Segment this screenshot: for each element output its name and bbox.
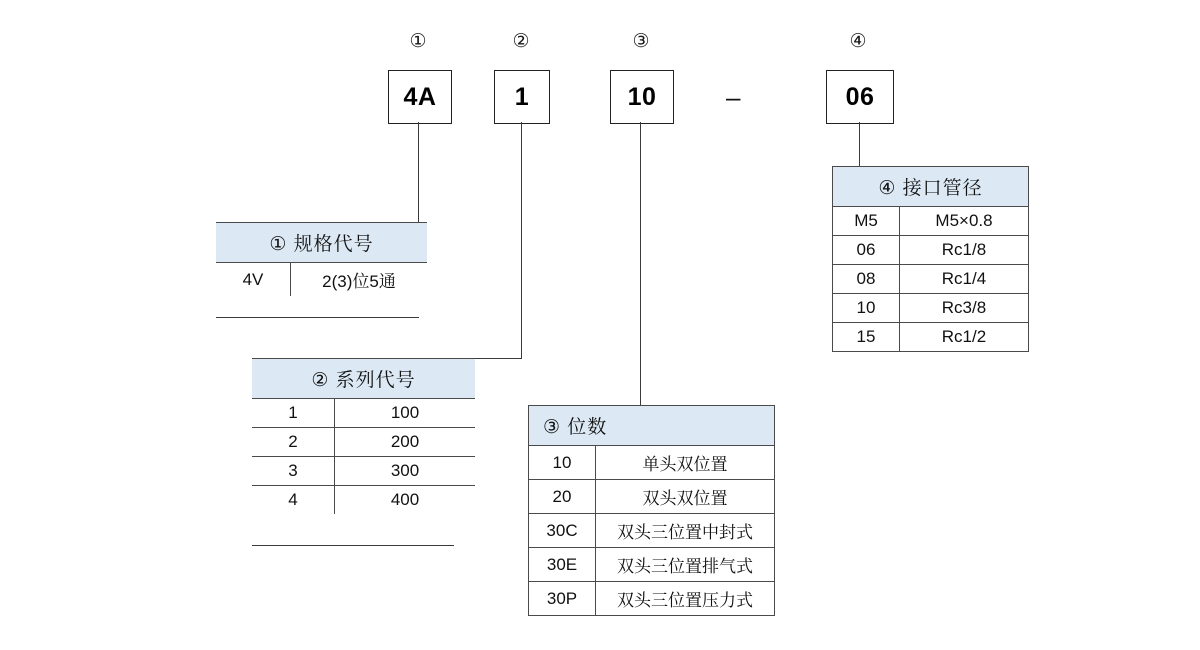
- cell-desc: 双头三位置压力式: [596, 582, 775, 616]
- cell-desc: Rc1/2: [900, 323, 1029, 352]
- table-row: [529, 582, 775, 616]
- cell-code: 20: [529, 480, 596, 514]
- cell-desc: Rc1/4: [900, 265, 1029, 294]
- table-row: [216, 263, 427, 297]
- cell-code: 30E: [529, 548, 596, 582]
- cell-desc: M5×0.8: [900, 207, 1029, 236]
- cell-desc: 100: [335, 399, 476, 428]
- marker-4: ④: [849, 31, 867, 52]
- table-series-header: ② 系列代号: [252, 359, 475, 399]
- marker-1: ①: [409, 31, 427, 52]
- cell-code: 30C: [529, 514, 596, 548]
- cell-code: 10: [833, 294, 900, 323]
- table-port: [832, 166, 1029, 352]
- cell-desc: 双头三位置中封式: [596, 514, 775, 548]
- table-row: [833, 294, 1029, 323]
- connector-spec-vertical: [418, 122, 419, 222]
- code-box-port: 06: [826, 70, 894, 124]
- cell-desc: 400: [335, 486, 476, 515]
- table-positions-header: ③ 位数: [529, 406, 775, 446]
- table-port-header: ④ 接口管径: [833, 167, 1029, 207]
- code-box-positions: 10: [610, 70, 674, 124]
- cell-code: 10: [529, 446, 596, 480]
- table-port-header-row: [833, 167, 1029, 207]
- table-row: [252, 399, 475, 428]
- table-row: [529, 514, 775, 548]
- cell-desc: 200: [335, 428, 476, 457]
- table-positions-header-row: [529, 406, 775, 446]
- connector-positions-vertical: [640, 122, 641, 405]
- table-row: [252, 428, 475, 457]
- cell-desc: Rc3/8: [900, 294, 1029, 323]
- cell-desc: 300: [335, 457, 476, 486]
- cell-desc: Rc1/8: [900, 236, 1029, 265]
- cell-code: 08: [833, 265, 900, 294]
- cell-code: 3: [252, 457, 335, 486]
- cell-desc: 双头三位置排气式: [596, 548, 775, 582]
- table-row: [529, 446, 775, 480]
- table-positions: [528, 405, 775, 616]
- cell-desc: 单头双位置: [596, 446, 775, 480]
- table-spec: [216, 222, 427, 296]
- table-row: [833, 236, 1029, 265]
- marker-2: ②: [512, 31, 530, 52]
- cell-code: 1: [252, 399, 335, 428]
- table-row: [529, 548, 775, 582]
- table-series-header-row: [252, 359, 475, 399]
- connector-port-vertical: [859, 122, 860, 166]
- cell-code: 4: [252, 486, 335, 515]
- table-row: [833, 265, 1029, 294]
- code-box-spec: 4A: [388, 70, 452, 124]
- cell-code: 4V: [216, 263, 291, 297]
- connector-series-vertical: [521, 122, 522, 358]
- table-series-bottom-rule: [252, 545, 454, 546]
- table-spec-bottom-rule: [216, 317, 419, 318]
- code-box-series: 1: [494, 70, 550, 124]
- separator-dash: –: [726, 82, 741, 112]
- cell-code: 30P: [529, 582, 596, 616]
- cell-desc: 双头双位置: [596, 480, 775, 514]
- cell-code: M5: [833, 207, 900, 236]
- table-spec-header: ① 规格代号: [216, 223, 427, 263]
- marker-3: ③: [632, 31, 650, 52]
- table-spec-header-row: [216, 223, 427, 263]
- table-series: [252, 358, 475, 514]
- cell-desc: 2(3)位5通: [291, 263, 428, 297]
- table-row: [833, 323, 1029, 352]
- table-row: [833, 207, 1029, 236]
- table-row: [529, 480, 775, 514]
- cell-code: 2: [252, 428, 335, 457]
- table-row: [252, 486, 475, 515]
- cell-code: 06: [833, 236, 900, 265]
- cell-code: 15: [833, 323, 900, 352]
- table-row: [252, 457, 475, 486]
